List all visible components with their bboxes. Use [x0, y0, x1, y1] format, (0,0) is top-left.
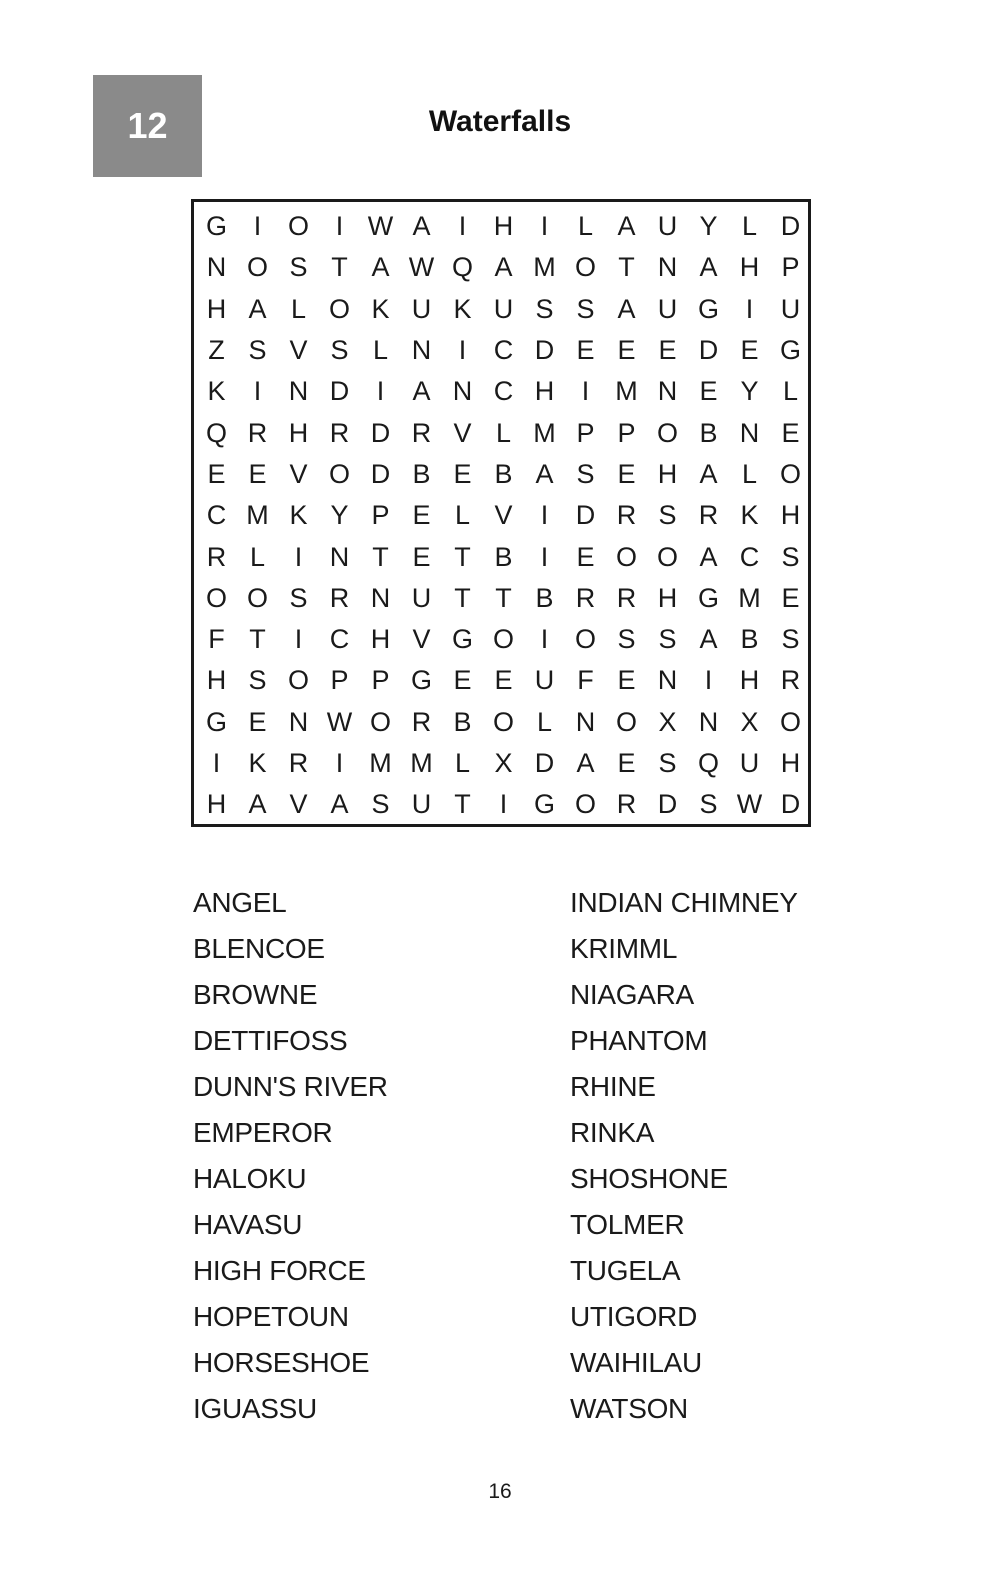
grid-cell: I	[540, 211, 549, 242]
grid-cell: S	[371, 789, 390, 820]
grid-cell: U	[657, 211, 678, 242]
grid-cell: R	[616, 582, 637, 613]
grid-cell: O	[574, 252, 596, 283]
grid-cell: D	[575, 500, 596, 531]
grid-cell: T	[249, 624, 266, 655]
grid-cell: E	[412, 500, 431, 531]
grid-cell: B	[412, 458, 431, 489]
grid-cell: O	[615, 706, 637, 737]
grid-cell: I	[540, 500, 549, 531]
grid-cell: E	[617, 335, 636, 366]
grid-cell: A	[699, 252, 718, 283]
grid-cell: E	[699, 376, 718, 407]
grid-cell: M	[738, 582, 761, 613]
grid-cell: K	[371, 293, 390, 324]
grid-cell: T	[454, 582, 471, 613]
grid-cell: D	[370, 417, 391, 448]
word-list-item: NIAGARA	[570, 979, 694, 1010]
grid-cell: O	[656, 417, 678, 448]
grid-cell: D	[698, 335, 719, 366]
grid-cell: I	[745, 293, 754, 324]
grid-cell: E	[453, 458, 472, 489]
grid-cell: A	[330, 789, 349, 820]
word-list-item: BROWNE	[193, 979, 318, 1010]
grid-cell: M	[615, 376, 638, 407]
grid-cell: H	[657, 458, 678, 489]
grid-cell: R	[616, 789, 637, 820]
grid-cell: E	[740, 335, 759, 366]
grid-cell: A	[617, 293, 636, 324]
grid-cell: P	[781, 252, 800, 283]
grid-cell: R	[288, 748, 309, 778]
grid-cell: U	[534, 665, 555, 696]
grid-cell: W	[326, 706, 353, 737]
grid-cell: C	[739, 541, 760, 572]
grid-cell: I	[335, 211, 344, 242]
grid-cell: K	[453, 293, 472, 324]
grid-cell: I	[376, 376, 385, 407]
grid-cell: H	[206, 665, 227, 696]
word-list-item: HIGH FORCE	[193, 1255, 366, 1286]
grid-cell: I	[458, 335, 467, 366]
word-list-item: INDIAN CHIMNEY	[570, 887, 798, 918]
grid-cell: G	[533, 789, 555, 820]
grid-cell: S	[289, 252, 308, 283]
word-list-item: HOPETOUN	[193, 1301, 349, 1332]
grid-cell: U	[411, 293, 432, 324]
grid-cell: H	[534, 376, 555, 407]
grid-cell: U	[739, 748, 760, 778]
grid-cell: S	[535, 293, 554, 324]
grid-cell: E	[412, 541, 431, 572]
grid-cell: S	[576, 293, 595, 324]
grid-cell: E	[248, 706, 267, 737]
grid-cell: A	[576, 748, 595, 778]
grid-cell: A	[699, 458, 718, 489]
grid-cell: D	[780, 789, 801, 820]
grid-cell: A	[699, 624, 718, 655]
grid-cell: N	[657, 665, 678, 696]
grid-cell: P	[617, 417, 636, 448]
grid-cell: T	[618, 252, 635, 283]
grid-cell: P	[371, 500, 390, 531]
grid-cell: P	[371, 665, 390, 696]
grid-cell: H	[370, 624, 391, 655]
grid-cell: O	[492, 624, 514, 655]
grid-cell: N	[288, 376, 309, 407]
grid-cell: A	[248, 293, 267, 324]
grid-cell: R	[329, 582, 350, 613]
grid-cell: W	[367, 211, 394, 242]
grid-cell: I	[253, 211, 262, 242]
grid-cell: E	[207, 458, 226, 489]
grid-cell: E	[576, 335, 595, 366]
grid-cell: G	[697, 582, 719, 613]
grid-cell: U	[780, 293, 801, 324]
grid-cell: V	[289, 335, 308, 366]
word-list-item: WATSON	[570, 1393, 688, 1424]
grid-cell: V	[289, 458, 308, 489]
grid-cell: O	[574, 789, 596, 820]
grid-cell: H	[493, 211, 514, 242]
grid-cell: L	[454, 500, 471, 531]
grid-cell: K	[207, 376, 226, 407]
grid-cell: Z	[208, 335, 225, 366]
grid-cell: I	[335, 748, 344, 778]
grid-cell: S	[289, 582, 308, 613]
grid-cell: S	[781, 541, 800, 572]
grid-cell: Y	[330, 500, 349, 531]
word-list-item: UTIGORD	[570, 1301, 698, 1332]
word-list-item: RINKA	[570, 1117, 655, 1148]
grid-cell: S	[617, 624, 636, 655]
grid-cell: B	[453, 706, 472, 737]
grid-cell: A	[412, 211, 431, 242]
grid-cell: S	[658, 624, 677, 655]
grid-cell: N	[370, 582, 391, 613]
grid-cell: B	[494, 541, 513, 572]
page-number: 16	[488, 1480, 512, 1503]
grid-cell: C	[493, 376, 514, 407]
grid-cell: E	[248, 458, 267, 489]
word-list-left	[193, 880, 388, 1432]
grid-cell: L	[495, 417, 512, 448]
grid-cell: R	[411, 706, 432, 737]
puzzle-number-badge	[93, 75, 202, 177]
grid-cell: U	[411, 789, 432, 820]
grid-cell: H	[288, 417, 309, 448]
word-list-item: KRIMML	[570, 933, 678, 964]
grid-cell: V	[494, 500, 513, 531]
grid-cell: T	[331, 252, 348, 283]
grid-cell: O	[246, 582, 268, 613]
grid-cell: X	[494, 748, 513, 778]
grid-cell: O	[492, 706, 514, 737]
grid-cell: N	[698, 706, 719, 737]
grid-cell: Y	[699, 211, 718, 242]
grid-cell: R	[411, 417, 432, 448]
grid-cell: L	[290, 293, 307, 324]
grid-cell: B	[535, 582, 554, 613]
word-search-grid-frame	[191, 199, 811, 827]
grid-cell: W	[736, 789, 763, 820]
grid-cell: L	[782, 376, 799, 407]
grid-cell: H	[780, 500, 801, 531]
grid-cell: G	[451, 624, 473, 655]
grid-cell: S	[576, 458, 595, 489]
grid-cell: A	[699, 541, 718, 572]
grid-cell: K	[740, 500, 759, 531]
grid-cell: O	[205, 582, 227, 613]
grid-cell: L	[249, 541, 266, 572]
grid-cell: H	[780, 748, 801, 778]
grid-cell: Q	[205, 417, 227, 448]
grid-cell: S	[330, 335, 349, 366]
grid-cell: L	[741, 211, 758, 242]
grid-cell: T	[372, 541, 389, 572]
grid-cell: A	[371, 252, 390, 283]
grid-cell: Q	[451, 252, 473, 283]
grid-cell: C	[206, 500, 227, 531]
grid-cell: R	[698, 500, 719, 531]
grid-cell: I	[458, 211, 467, 242]
grid-cell: B	[494, 458, 513, 489]
grid-cell: N	[739, 417, 760, 448]
word-list-item: ANGEL	[193, 887, 287, 918]
grid-cell: M	[410, 748, 433, 778]
grid-cell: I	[212, 748, 221, 778]
grid-cell: O	[574, 624, 596, 655]
grid-cell: N	[452, 376, 473, 407]
grid-cell: O	[369, 706, 391, 737]
word-list-item: SHOSHONE	[570, 1163, 728, 1194]
grid-cell: K	[248, 748, 267, 778]
grid-cell: F	[577, 665, 594, 696]
word-list-item: DUNN'S RIVER	[193, 1071, 388, 1102]
grid-cell: N	[657, 252, 678, 283]
grid-cell: N	[288, 706, 309, 737]
grid-cell: I	[540, 624, 549, 655]
grid-cell: L	[454, 748, 471, 778]
grid-cell: V	[453, 417, 472, 448]
grid-cell: E	[617, 748, 636, 778]
puzzle-title: Waterfalls	[428, 105, 572, 138]
grid-cell: H	[739, 252, 760, 283]
grid-cell: L	[741, 458, 758, 489]
grid-cell: A	[617, 211, 636, 242]
grid-cell: S	[248, 335, 267, 366]
grid-cell: R	[780, 665, 801, 696]
grid-cell: E	[453, 665, 472, 696]
grid-cell: E	[781, 582, 800, 613]
grid-cell: G	[779, 335, 801, 366]
grid-cell: D	[370, 458, 391, 489]
grid-cell: D	[657, 789, 678, 820]
grid-cell: O	[246, 252, 268, 283]
grid-cell: E	[617, 665, 636, 696]
grid-cell: K	[289, 500, 308, 531]
grid-cell: T	[495, 582, 512, 613]
grid-cell: O	[287, 211, 309, 242]
grid-cell: S	[658, 748, 677, 778]
grid-cell: L	[372, 335, 389, 366]
grid-cell: I	[581, 376, 590, 407]
grid-cell: R	[575, 582, 596, 613]
grid-cell: F	[208, 624, 225, 655]
word-list-item: BLENCOE	[193, 933, 325, 964]
grid-cell: A	[535, 458, 554, 489]
grid-cell: Q	[697, 748, 719, 778]
grid-cell: T	[454, 541, 471, 572]
grid-cell: E	[617, 458, 636, 489]
grid-cell: S	[699, 789, 718, 820]
grid-cell: W	[408, 252, 435, 283]
grid-cell: I	[294, 624, 303, 655]
grid-cell: H	[206, 293, 227, 324]
grid-cell: O	[779, 458, 801, 489]
grid-cell: P	[330, 665, 349, 696]
grid-cell: T	[454, 789, 471, 820]
grid-cell: U	[493, 293, 514, 324]
grid-cell: O	[656, 541, 678, 572]
grid-cell: O	[287, 665, 309, 696]
grid-cell: X	[658, 706, 677, 737]
grid-cell: R	[329, 417, 350, 448]
grid-cell: O	[615, 541, 637, 572]
grid-cell: D	[780, 211, 801, 242]
grid-cell: G	[205, 706, 227, 737]
grid-cell: I	[294, 541, 303, 572]
word-list-item: EMPEROR	[193, 1117, 333, 1148]
grid-cell: O	[328, 293, 350, 324]
puzzle-number: 12	[127, 105, 168, 146]
grid-cell: M	[533, 252, 556, 283]
grid-cell: V	[289, 789, 308, 820]
grid-cell: C	[493, 335, 514, 366]
grid-cell: I	[499, 789, 508, 820]
grid-cell: L	[577, 211, 594, 242]
grid-cell: R	[206, 541, 227, 572]
grid-cell: M	[246, 500, 269, 531]
word-list-item: TUGELA	[570, 1255, 681, 1286]
grid-cell: G	[205, 211, 227, 242]
grid-cell: E	[781, 417, 800, 448]
word-list-item: DETTIFOSS	[193, 1025, 348, 1056]
grid-cell: N	[329, 541, 350, 572]
grid-cell: O	[779, 706, 801, 737]
grid-cell: N	[657, 376, 678, 407]
grid-cell: V	[412, 624, 431, 655]
grid-cell: B	[740, 624, 759, 655]
grid-cell: H	[206, 789, 227, 820]
grid-cell: A	[248, 789, 267, 820]
grid-cell: N	[206, 252, 227, 283]
grid-cell: S	[248, 665, 267, 696]
grid-cell: R	[247, 417, 268, 448]
grid-cell: A	[494, 252, 513, 283]
grid-cell: I	[540, 541, 549, 572]
grid-cell: L	[536, 706, 553, 737]
grid-cell: X	[740, 706, 759, 737]
word-list-item: PHANTOM	[570, 1025, 708, 1056]
grid-cell: D	[329, 376, 350, 407]
word-list-right	[570, 880, 798, 1432]
grid-cell: N	[411, 335, 432, 366]
grid-cell: E	[494, 665, 513, 696]
grid-cell: A	[412, 376, 431, 407]
grid-cell: H	[739, 665, 760, 696]
grid-cell: E	[658, 335, 677, 366]
grid-cell: U	[411, 582, 432, 613]
grid-cell: P	[576, 417, 595, 448]
grid-cell: M	[533, 417, 556, 448]
grid-cell: G	[410, 665, 432, 696]
grid-cell: Y	[740, 376, 759, 407]
grid-cell: U	[657, 293, 678, 324]
word-list-item: TOLMER	[570, 1209, 685, 1240]
word-list-item: RHINE	[570, 1071, 656, 1102]
grid-cell: C	[329, 624, 350, 655]
word-list-item: HAVASU	[193, 1209, 303, 1240]
grid-cell: M	[369, 748, 392, 778]
grid-cell: D	[534, 335, 555, 366]
grid-cell: I	[704, 665, 713, 696]
grid-cell: S	[781, 624, 800, 655]
word-list-item: WAIHILAU	[570, 1347, 702, 1378]
word-list-item: IGUASSU	[193, 1393, 317, 1424]
word-list-item: HORSESHOE	[193, 1347, 370, 1378]
grid-cell: R	[616, 500, 637, 531]
grid-cell: B	[699, 417, 718, 448]
word-list-item: HALOKU	[193, 1163, 307, 1194]
word-search-grid	[194, 206, 810, 828]
grid-cell: O	[328, 458, 350, 489]
grid-cell: S	[658, 500, 677, 531]
grid-cell: D	[534, 748, 555, 778]
grid-cell: H	[657, 582, 678, 613]
grid-cell: I	[253, 376, 262, 407]
grid-cell: G	[697, 293, 719, 324]
grid-cell: N	[575, 706, 596, 737]
grid-cell: E	[576, 541, 595, 572]
